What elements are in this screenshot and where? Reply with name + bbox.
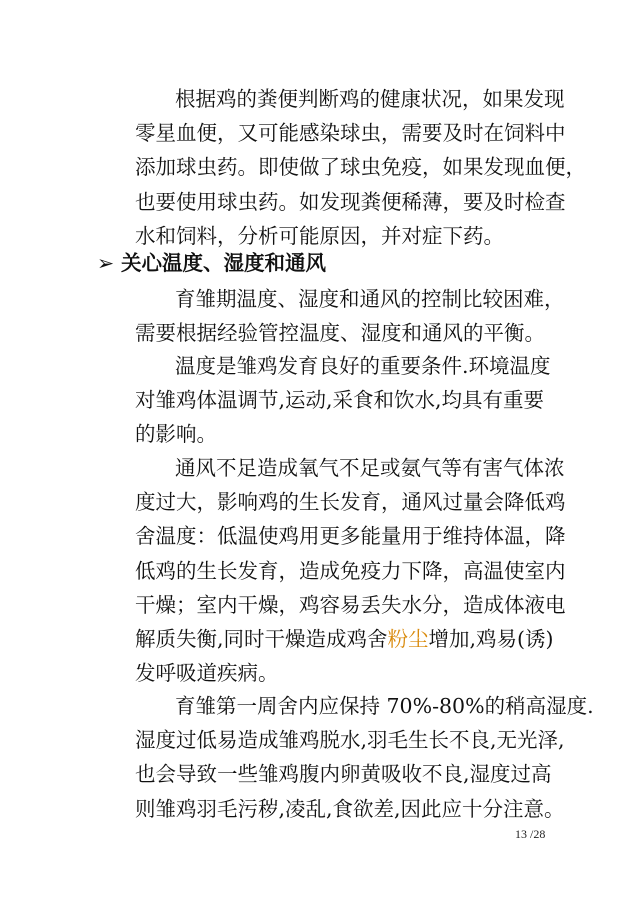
text-line: 水和饲料，分析可能原因，并对症下药。 xyxy=(135,223,504,248)
section-heading-text: 关心温度、湿度和通风 xyxy=(121,251,326,275)
text-line: 育雏期温度、湿度和通风的控制比较困难， xyxy=(175,287,565,311)
paragraph-humidity xyxy=(135,689,594,826)
paragraph-ventilation xyxy=(135,451,566,690)
section-heading xyxy=(97,248,326,278)
text-segment: 解质失衡,同时干燥造成鸡舍 xyxy=(135,627,388,652)
text-line: 对雏鸡体温调节,运动,采食和饮水,均具有重要 xyxy=(135,388,545,413)
highlighted-term: 粉尘 xyxy=(387,627,429,652)
text-line: 干燥；室内干燥，鸡容易丢失水分，造成体液电 xyxy=(135,592,566,617)
text-line: 的影响。 xyxy=(135,422,217,447)
text-line: 育雏第一周舍内应保持 70%-80%的稍高湿度. xyxy=(175,694,594,718)
text-line: 也要使用球虫药。如发现粪便稀薄，要及时检查 xyxy=(135,189,566,214)
text-line: 湿度过低易造成雏鸡脱水,羽毛生长不良,无光泽, xyxy=(135,728,565,753)
text-line: 添加球虫药。即使做了球虫免疫，如果发现血便， xyxy=(135,155,586,180)
text-line: 零星血便，又可能感染球虫，需要及时在饲料中 xyxy=(135,121,566,146)
arrow-bullet-icon: ➢ xyxy=(97,251,115,275)
paragraph-stool-health xyxy=(135,82,586,253)
text-line: 发呼吸道疾病。 xyxy=(135,661,279,686)
text-line: 通风不足造成氧气不足或氨气等有害气体浓 xyxy=(175,456,565,480)
text-line: 度过大，影响鸡的生长发育，通风过量会降低鸡 xyxy=(135,490,566,515)
page-number: 13 /28 xyxy=(515,827,546,841)
text-line: 温度是雏鸡发育良好的重要条件.环境温度 xyxy=(175,354,551,378)
text-line: 舍温度：低温使鸡用更多能量用于维持体温，降 xyxy=(135,524,566,549)
text-line: 根据鸡的粪便判断鸡的健康状况，如果发现 xyxy=(175,87,565,111)
paragraph-temperature xyxy=(135,349,555,452)
text-line xyxy=(135,622,555,656)
text-line: 也会导致一些雏鸡腹内卵黄吸收不良,湿度过高 xyxy=(135,762,552,787)
text-line: 低鸡的生长发育，造成免疫力下降，高温使室内 xyxy=(135,558,566,583)
paragraph-control-difficulty xyxy=(135,282,565,350)
text-line: 则雏鸡羽毛污秽,凌乱,食欲差,因此应十分注意。 xyxy=(135,796,565,821)
text-line: 需要根据经验管控温度、湿度和通风的平衡。 xyxy=(135,321,545,346)
text-segment: 增加,鸡易(诱) xyxy=(428,627,554,652)
